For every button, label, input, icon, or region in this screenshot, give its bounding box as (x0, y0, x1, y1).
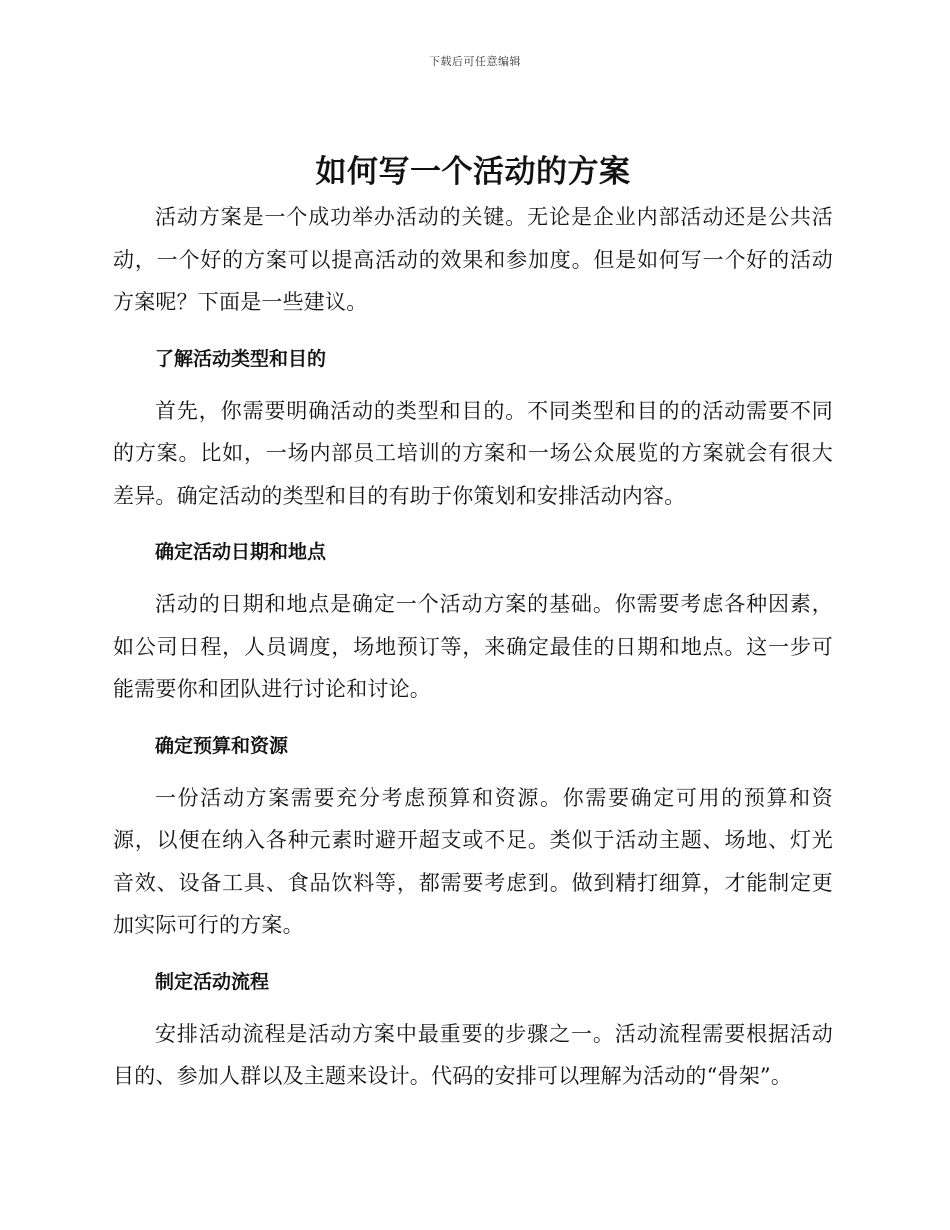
section-body-date-location: 活动的日期和地点是确定一个活动方案的基础。你需要考虑各种因素，如公司日程，人员调度，场地预订等，来确定最佳的日期和地点。这一步可能需要你和团队进行讨论和讨论。 (113, 592, 833, 701)
section-body-activity-flow: 安排活动流程是活动方案中最重要的步骤之一。活动流程需要根据活动目的、参加人群以及主题来设计。代码的安排可以理解为活动的“骨架”。 (113, 1021, 833, 1088)
section-heading-date-location: 确定活动日期和地点 (155, 541, 327, 563)
section-body-budget-resources: 一份活动方案需要充分考虑预算和资源。你需要确定可用的预算和资源，以便在纳入各种元素时避开超支或不足。类似于活动主题、场地、灯光音效、设备工具、食品饮料等，都需要考虑到。做到精打细算，才能制定更加实际可行的方案。 (113, 785, 833, 937)
intro-paragraph: 活动方案是一个成功举办活动的关键。无论是企业内部活动还是公共活动，一个好的方案可以提高活动的效果和参加度。但是如何写一个好的活动方案呢？下面是一些建议。 (113, 205, 833, 314)
document-title: 如何写一个活动的方案 (315, 154, 631, 190)
section-heading-activity-flow: 制定活动流程 (155, 970, 270, 993)
header-note: 下载后可任意编辑 (429, 55, 521, 68)
section-heading-activity-type: 了解活动类型和目的 (155, 347, 327, 370)
section-heading-budget-resources: 确定预算和资源 (155, 734, 289, 757)
section-body-activity-type: 首先，你需要明确活动的类型和目的。不同类型和目的的活动需要不同的方案。比如，一场内部员工培训的方案和一场公众展览的方案就会有很大差异。确定活动的类型和目的有助于你策划和安排活动内容。 (113, 398, 833, 508)
document-content (113, 150, 833, 1098)
